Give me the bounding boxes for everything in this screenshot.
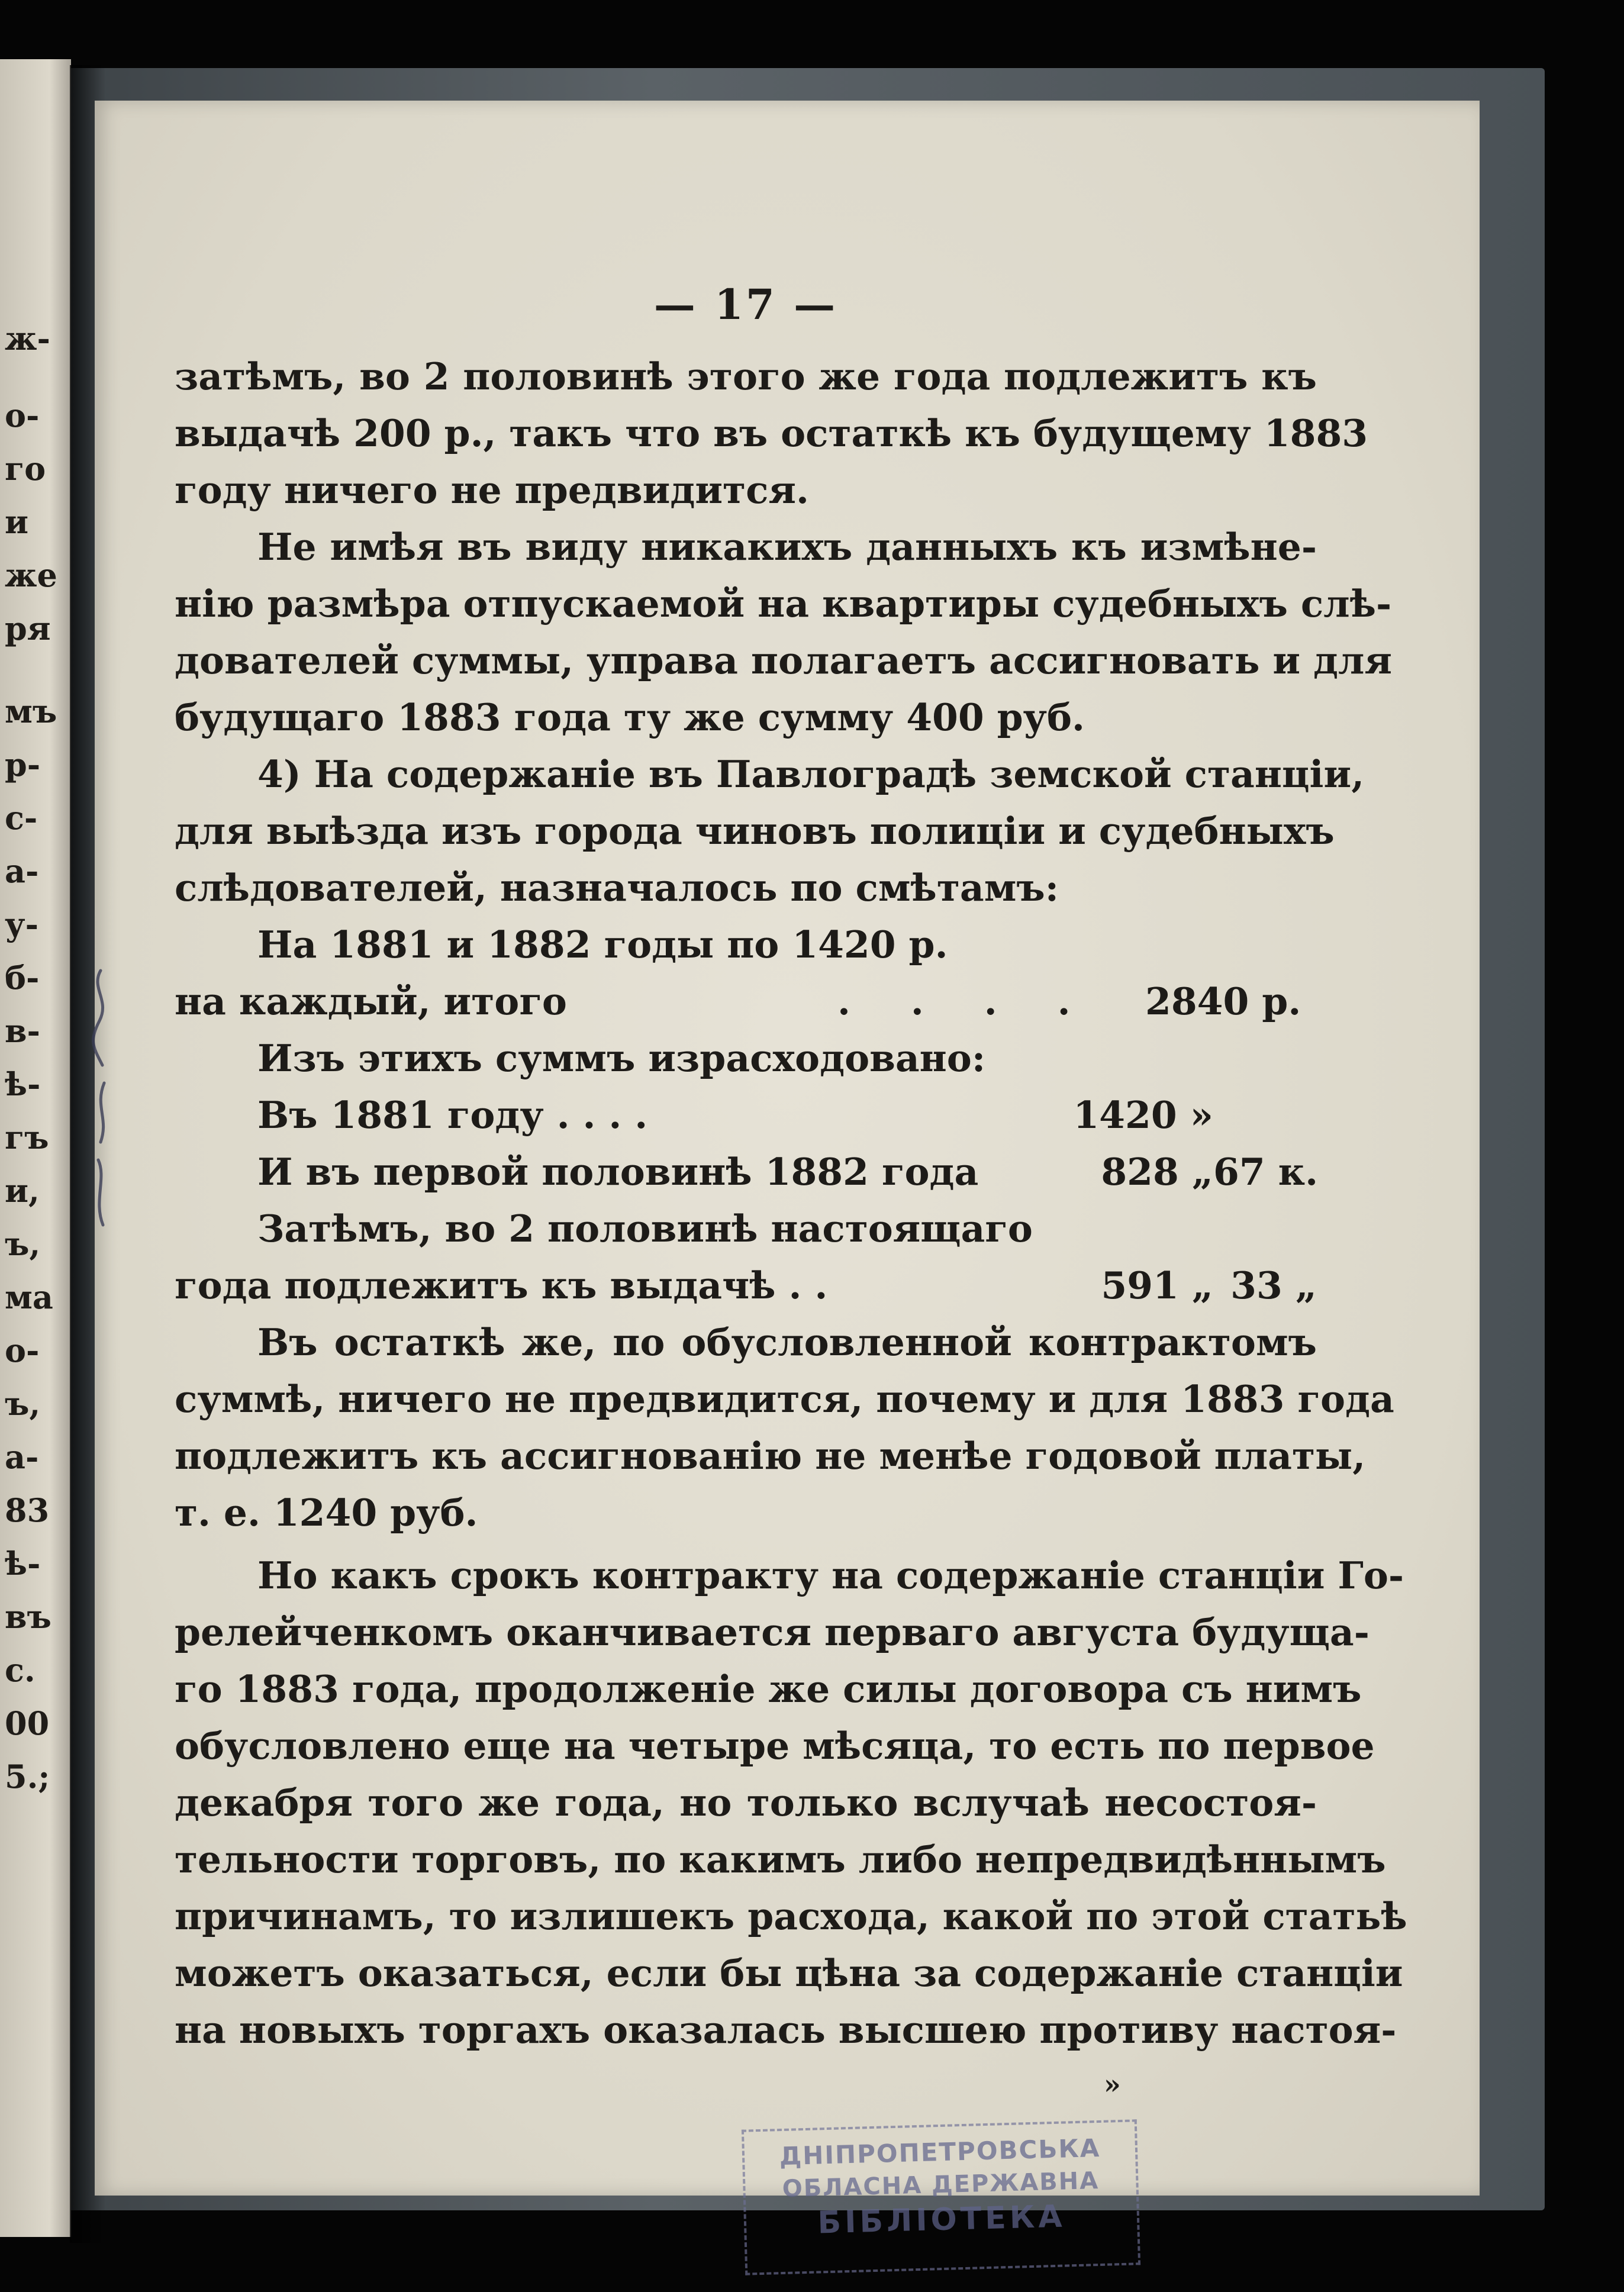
text-line: декабря того же года, но только вслучаѣ несостоя-: [175, 1781, 1317, 1824]
paragraph-5: [175, 1547, 1407, 2058]
text-line: т. е. 1240 руб.: [175, 1491, 478, 1535]
left-page-fragment: ѣ-: [5, 1545, 41, 1582]
estimate-total-label: на каждый, итого: [175, 979, 567, 1023]
paragraph-4: [175, 1314, 1394, 1541]
spent-row-label: Въ 1881 году . . . .: [257, 1093, 648, 1137]
left-page-fragment: же: [5, 556, 57, 594]
left-page-fragment: ъ,: [5, 1385, 41, 1423]
text-line: обусловлено еще на четыре мѣсяца, то есть по первое: [175, 1724, 1375, 1768]
page-number: — 17 —: [653, 280, 838, 329]
document-page: [95, 101, 1480, 2241]
text-line: году ничего не предвидится.: [175, 468, 809, 512]
left-page-fragment: с.: [5, 1651, 36, 1689]
text-line: для выѣзда изъ города чиновъ полиціи и судебныхъ: [175, 809, 1335, 853]
spent-row: [175, 1143, 1317, 1200]
spent-then: Затѣмъ, во 2 половинѣ настоящаго: [257, 1207, 1033, 1250]
spent-row-rub: 828 „: [1101, 1150, 1213, 1194]
spent-row-kop: 67 к.: [1213, 1150, 1319, 1194]
estimate-total-value: 2840 р.: [1145, 979, 1301, 1023]
left-page-fragment: ма: [5, 1278, 53, 1316]
left-page-fragment: 00: [5, 1704, 50, 1742]
spent-row: [175, 1087, 1317, 1143]
pencil-annotation: [88, 965, 117, 1237]
text-line: Но какъ срокъ контракту на содержаніе станціи Го-: [257, 1553, 1404, 1597]
left-page-fragment: ря: [5, 610, 51, 647]
spent-row-rub: 591 „: [1101, 1263, 1213, 1307]
text-line: релейченкомъ оканчивается перваго августа будуща-: [175, 1610, 1370, 1654]
text-line: дователей суммы, управа полагаетъ ассигновать и для: [175, 639, 1393, 682]
paragraph-3: [175, 746, 1365, 916]
left-page-fragment: 83: [5, 1491, 50, 1529]
left-page-fragment: о-: [5, 1332, 40, 1369]
text-line: затѣмъ, во 2 половинѣ этого же года подлежитъ къ: [175, 354, 1317, 398]
spent-row-label: года подлежитъ къ выдачѣ . .: [175, 1263, 828, 1307]
left-page-fragment: го: [5, 450, 46, 488]
left-page-strip: [0, 59, 71, 2237]
text-line: тельности торговъ, по какимъ либо непредвидѣннымъ: [175, 1838, 1386, 1881]
text-line: можетъ оказаться, если бы цѣна за содержаніе станціи: [175, 1951, 1403, 1995]
text-line: го 1883 года, продолженіе же силы договора съ нимъ: [175, 1667, 1362, 1711]
stamp-line: ОБЛАСНА ДЕРЖАВНА: [782, 2167, 1100, 2203]
text-line: суммѣ, ничего не предвидится, почему и для 1883 года: [175, 1377, 1394, 1421]
estimate-block: [175, 916, 1317, 1030]
paragraph-1: [175, 348, 1368, 518]
left-page-fragment: и: [5, 503, 29, 541]
spent-row-label: И въ первой половинѣ 1882 года: [257, 1150, 979, 1194]
text-line: на новыхъ торгахъ оказалась высшею противу настоя-: [175, 2008, 1397, 2052]
stamp-line: БІБЛІОТЕКА: [817, 2198, 1066, 2241]
text-line: подлежитъ къ ассигнованію не менѣе годовой платы,: [175, 1434, 1366, 1478]
text-line: Не имѣя въ виду никакихъ данныхъ къ измѣне-: [257, 525, 1317, 569]
left-page-fragment: и,: [5, 1172, 40, 1210]
leader-dots: . . . .: [837, 979, 1094, 1023]
text-line: слѣдователей, назначалось по смѣтамъ:: [175, 866, 1059, 910]
left-page-fragment: р-: [5, 746, 41, 784]
left-page-fragment: 5.;: [5, 1758, 50, 1795]
left-page-fragment: б-: [5, 959, 40, 997]
left-page-fragment: гъ: [5, 1118, 49, 1156]
spent-row-kop: 33 „: [1230, 1263, 1317, 1307]
left-page-fragment: мъ: [5, 692, 57, 730]
left-page-fragment: а-: [5, 852, 39, 890]
library-stamp: [742, 2119, 1140, 2275]
left-page-fragment: въ: [5, 1598, 51, 1636]
spent-row-kop: [1213, 1087, 1317, 1143]
paragraph-2: [175, 518, 1393, 746]
left-page-fragment: у-: [5, 905, 38, 943]
stamp-line: ДНІПРОПЕТРОВСЬКА: [779, 2133, 1101, 2171]
spent-block: [175, 1030, 1317, 1314]
text-line: будущаго 1883 года ту же сумму 400 руб.: [175, 695, 1085, 739]
text-line: Въ остаткѣ же, по обусловленной контрактомъ: [257, 1320, 1317, 1364]
spent-row: [175, 1257, 1317, 1314]
spent-heading: Изъ этихъ суммъ израсходовано:: [257, 1036, 986, 1080]
left-page-fragment: ж-: [5, 320, 50, 357]
estimate-total-row: [175, 973, 1317, 1030]
left-page-fragment: с-: [5, 799, 38, 837]
catchword-mark: »: [1104, 2068, 1121, 2100]
text-line: выдачѣ 200 р., такъ что въ остаткѣ къ будущему 1883: [175, 411, 1368, 455]
left-page-fragment: о-: [5, 396, 40, 434]
left-page-fragment: а-: [5, 1438, 39, 1476]
text-line: причинамъ, то излишекъ расхода, какой по этой статьѣ: [175, 1894, 1407, 1938]
text-line: 4) На содержаніе въ Павлоградѣ земской станціи,: [257, 752, 1365, 796]
left-page-fragment: ъ,: [5, 1225, 41, 1263]
left-page-fragment: ѣ-: [5, 1065, 41, 1103]
page-text: [175, 272, 1407, 2058]
left-page-fragment: в-: [5, 1012, 40, 1050]
spent-row-rub: 1420 »: [1073, 1093, 1213, 1137]
estimate-line: На 1881 и 1882 годы по 1420 р.: [257, 923, 948, 966]
text-line: нію размѣра отпускаемой на квартиры судебныхъ слѣ-: [175, 582, 1392, 626]
